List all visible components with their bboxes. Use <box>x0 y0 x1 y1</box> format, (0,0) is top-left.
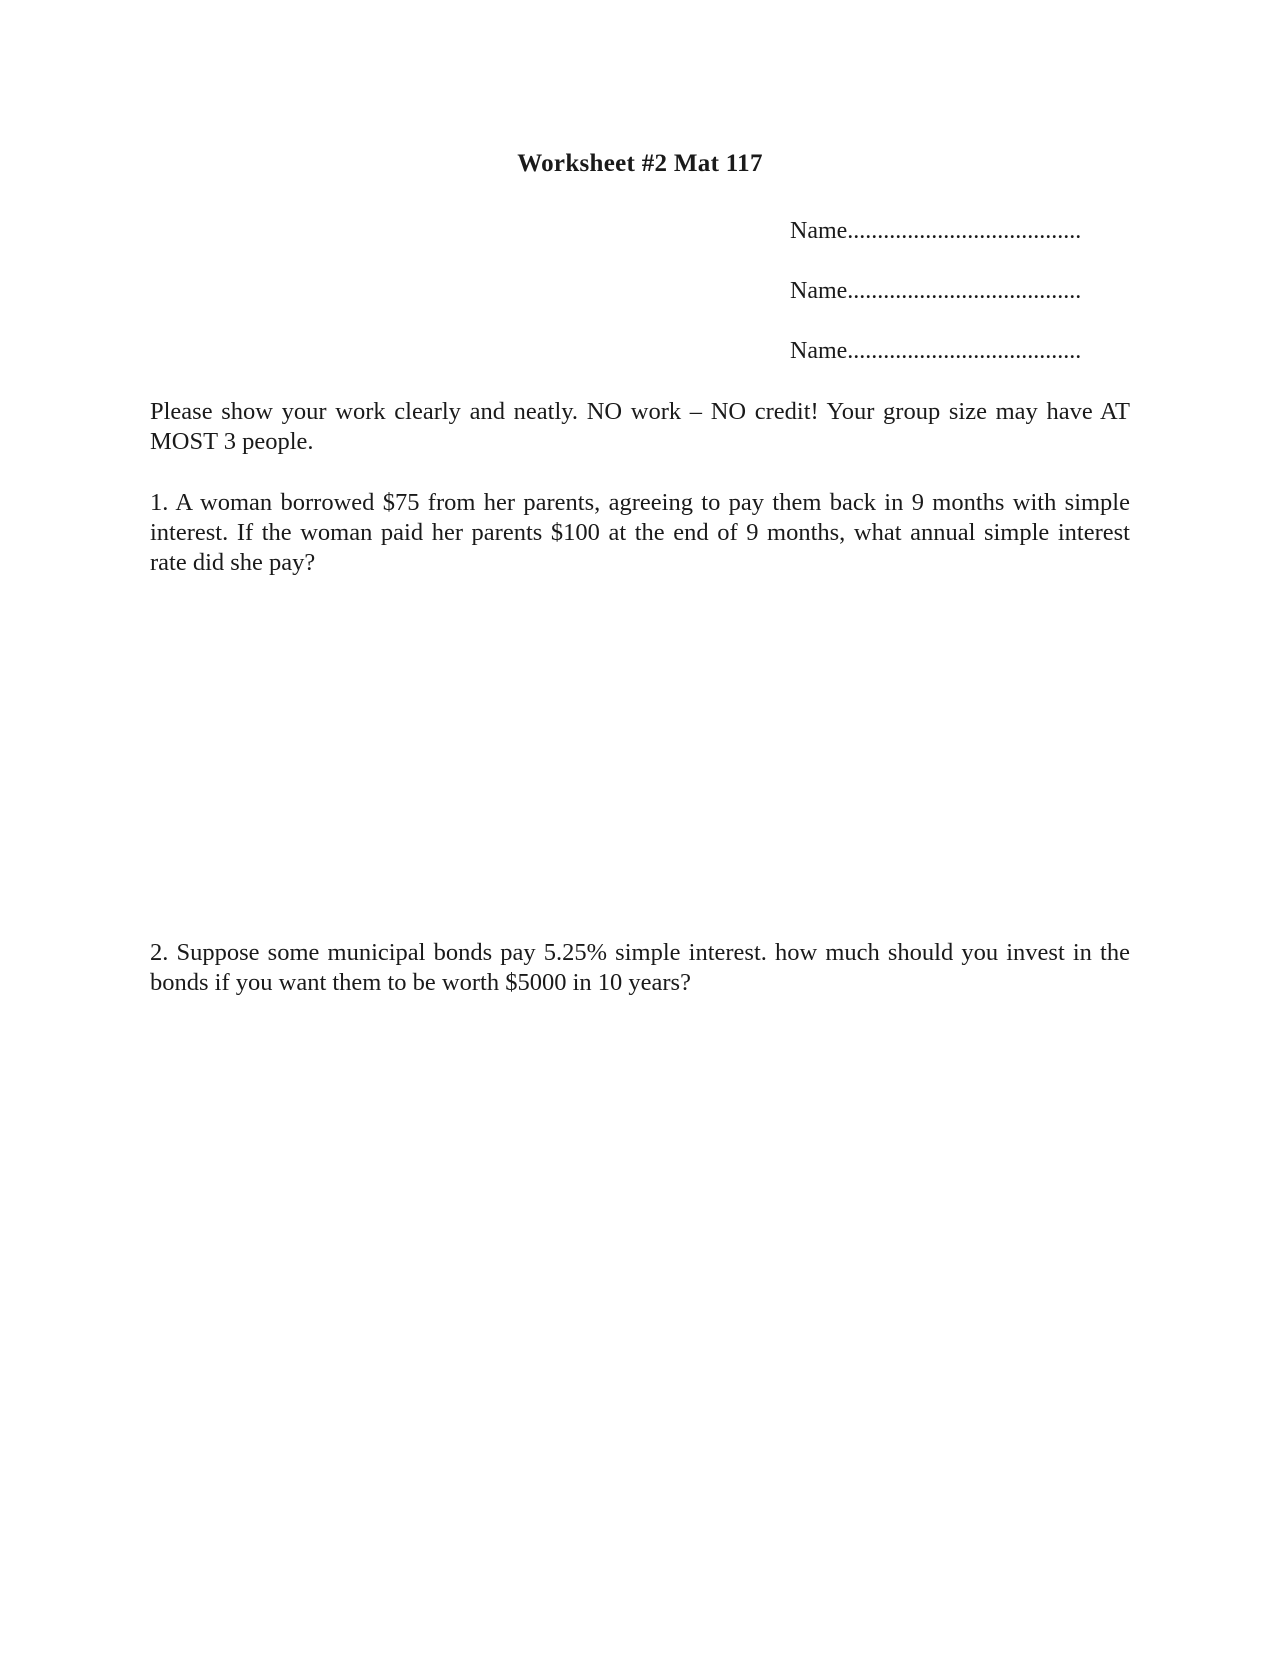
name-fields <box>790 218 1130 398</box>
name-field-3: Name....................................... <box>790 338 1082 364</box>
name-field-2: Name....................................... <box>790 278 1082 304</box>
instructions-paragraph: Please show your work clearly and neatly. NO work – NO credit! Your group size may have AT MOST 3 people. <box>150 398 1130 455</box>
question-1: 1. A woman borrowed $75 from her parents, agreeing to pay them back in 9 months with simple interest. If the woman paid her parents $100 at the end of 9 months, what annual simple interest rate did she pay? <box>150 489 1130 576</box>
page-title: Worksheet #2 Mat 117 <box>517 150 763 177</box>
name-field-1: Name....................................... <box>790 218 1082 244</box>
question-2: 2. Suppose some municipal bonds pay 5.25% simple interest. how much should you invest in the bonds if you want them to be worth $5000 in 10 years? <box>150 939 1130 996</box>
